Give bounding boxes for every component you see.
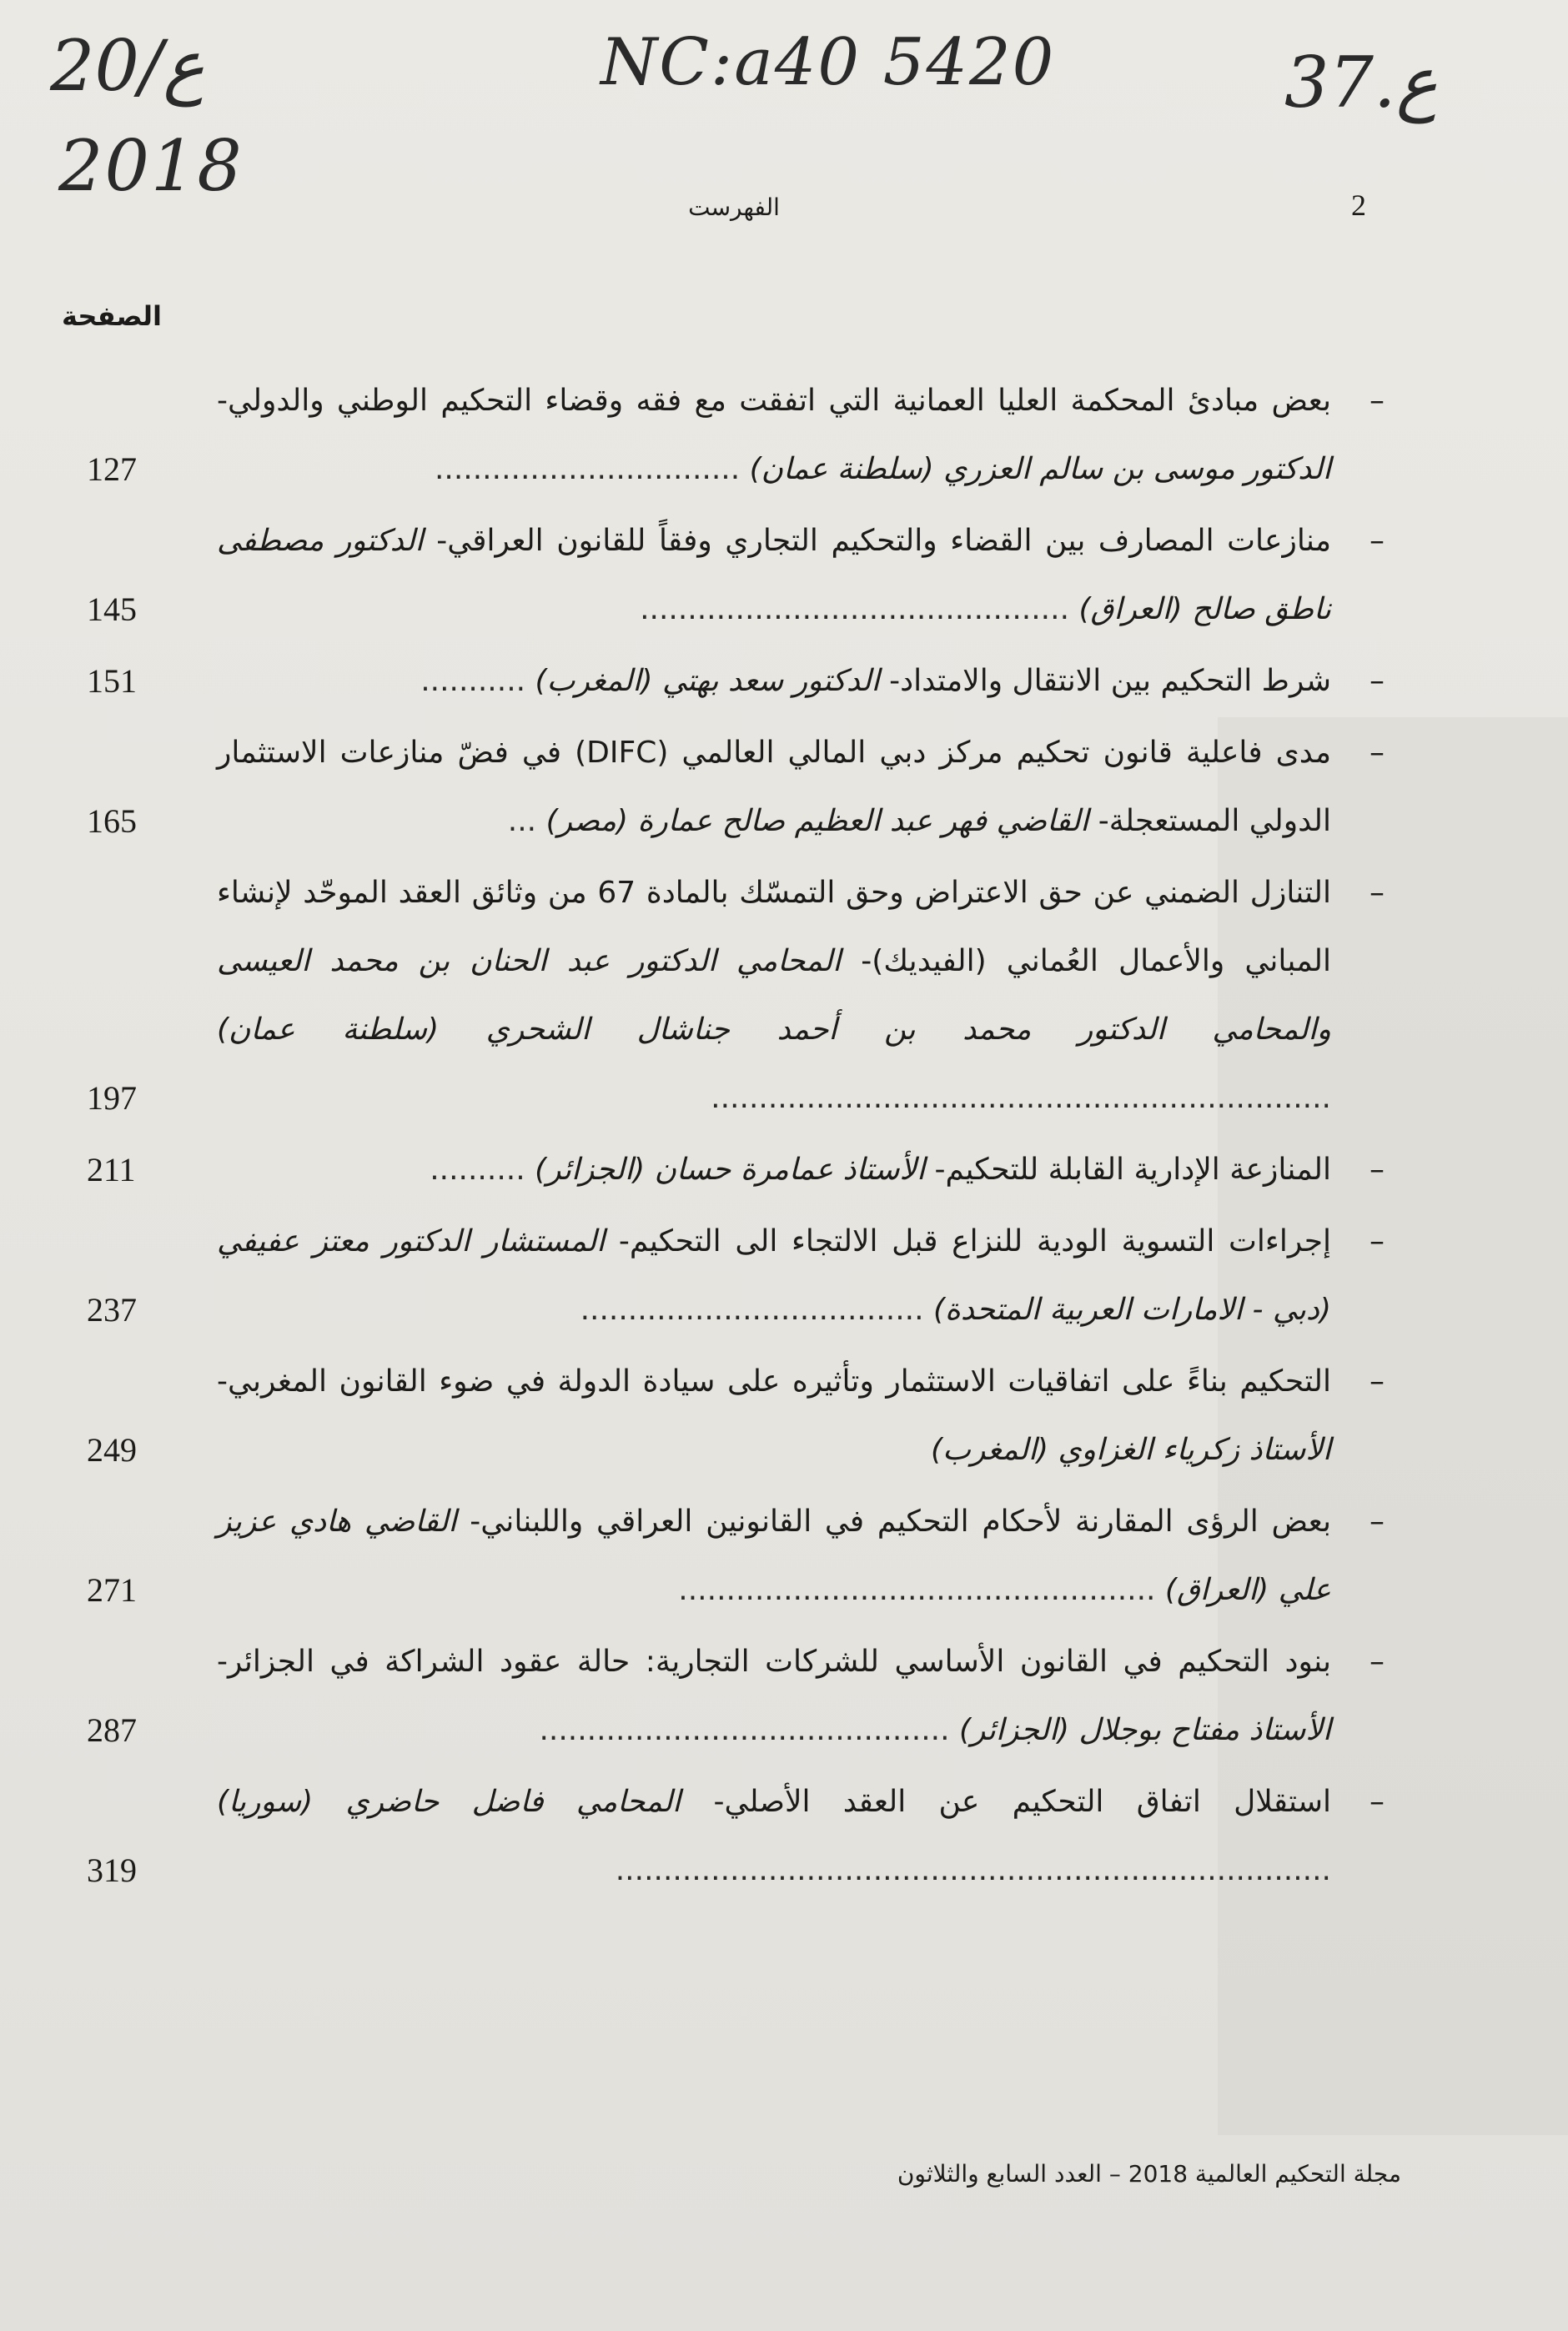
journal-footer: مجلة التحكيم العالمية 2018 – العدد السابع والثلاثون (897, 2160, 1401, 2188)
toc-leader-dots: ................................................................. (711, 1081, 1331, 1115)
toc-leader-dots: ................................ (434, 452, 741, 486)
toc-page-number: 197 (87, 1079, 137, 1117)
toc-entry-title: التنازل الضمني عن حق الاعتراض وحق التمسّك بالمادة 67 من وثائق العقد الموحّد لإنشاء المباني والأعمال العُماني (الفيديك)- (217, 876, 1332, 978)
toc-entry (83, 1208, 1385, 1344)
toc-leader-dots: ........... (420, 664, 526, 698)
toc-entry-author: الدكتور موسى بن سالم العزري (سلطنة عمان) (749, 452, 1331, 486)
toc-entry-author: المحامي الدكتور عبد الحنان بن محمد العيسى والمحامي الدكتور محمد بن أحمد جناشال الشحري (سلطنة عمان) (217, 944, 1331, 1047)
toc-page-number: 127 (87, 450, 137, 488)
toc-entry (83, 1348, 1385, 1485)
toc-entry-author: الدكتور مصطفى ناطق صالح (العراق) (217, 524, 1331, 626)
toc-leader-dots: .................................... (580, 1293, 924, 1327)
running-title: الفهرست (688, 193, 780, 221)
toc-entry-text (217, 1136, 1385, 1204)
toc-entry-text (217, 1768, 1385, 1905)
toc-entry-text (217, 1208, 1385, 1344)
toc-page-number: 237 (87, 1291, 137, 1329)
toc-entry (83, 1768, 1385, 1905)
toc-entry-text (217, 647, 1385, 716)
toc-entry-author: المحامي فاضل حاضري (سوريا) (217, 1785, 681, 1819)
toc-leader-dots: ........................................................................... (615, 1853, 1331, 1887)
toc-entry (83, 1488, 1385, 1625)
toc-entry-title: التحكيم بناءً على اتفاقيات الاستثمار وتأثيره على سيادة الدولة في ضوء القانون المغربي- (217, 1364, 1331, 1399)
toc-entry-title: منازعات المصارف بين القضاء والتحكيم التجاري وفقاً للقانون العراقي- (436, 524, 1332, 558)
toc-entry-text (217, 1628, 1385, 1765)
table-of-contents (83, 367, 1385, 1905)
toc-entry (83, 859, 1385, 1133)
toc-entry-author: الدكتور سعد بهتي (المغرب) (535, 664, 880, 698)
toc-entry-title: المنازعة الإدارية القابلة للتحكيم- (934, 1153, 1331, 1187)
toc-leader-dots: .......... (430, 1153, 525, 1187)
toc-entry-text (217, 859, 1385, 1133)
toc-page-number: 271 (87, 1571, 137, 1609)
toc-entry-title: بعض الرؤى المقارنة لأحكام التحكيم في القانونين العراقي واللبناني- (470, 1505, 1331, 1539)
toc-entry-author: القاضي فهر عبد العظيم صالح عمارة (مصر) (545, 804, 1089, 838)
handwritten-reference: ع/20 (50, 25, 205, 107)
toc-leader-dots: .................................................. (678, 1573, 1156, 1607)
toc-page-number: 211 (87, 1151, 136, 1188)
toc-entry (83, 367, 1385, 504)
toc-entry-author: القاضي هادي عزيز علي (العراق) (217, 1505, 1331, 1607)
toc-page-number: 287 (87, 1711, 137, 1749)
toc-entry-title: مدى فاعلية قانون تحكيم مركز دبي المالي العالمي (DIFC) في فضّ منازعات الاستثمار الدولي المستعجلة- (217, 736, 1331, 838)
toc-entry-title: استقلال اتفاق التحكيم عن العقد الأصلي- (713, 1785, 1331, 1819)
handwritten-shelf-mark: 37.ع (1284, 42, 1438, 123)
handwritten-year: 2018 (58, 125, 244, 207)
toc-leader-dots: ............................................. (640, 592, 1070, 626)
toc-entry (83, 647, 1385, 716)
toc-entry-title: شرط التحكيم بين الانتقال والامتداد- (889, 664, 1331, 698)
toc-entry-text (217, 1488, 1385, 1625)
page-column-heading: الصفحة (62, 300, 163, 332)
toc-entry-text (217, 367, 1385, 504)
page-number: 2 (1351, 188, 1366, 222)
toc-entry (83, 507, 1385, 644)
toc-page-number: 319 (87, 1851, 137, 1889)
toc-entry-author: المستشار الدكتور معتز عفيفي (دبي - الامارات العربية المتحدة) (217, 1224, 1331, 1327)
toc-entry-title: إجراءات التسوية الودية للنزاع قبل الالتجاء الى التحكيم- (618, 1224, 1331, 1258)
toc-entry (83, 1628, 1385, 1765)
toc-leader-dots: ........................................... (539, 1713, 950, 1747)
toc-entry-title: بعض مبادئ المحكمة العليا العمانية التي اتفقت مع فقه وقضاء التحكيم الوطني والدولي- (217, 384, 1331, 418)
toc-entry (83, 719, 1385, 856)
toc-entry-text (217, 719, 1385, 856)
toc-page-number: 249 (87, 1431, 137, 1469)
toc-entry-author: الأستاذ عمامرة حسان (الجزائر) (535, 1153, 926, 1187)
toc-leader-dots: ... (507, 804, 537, 838)
toc-page-number: 145 (87, 590, 137, 628)
toc-entry-title: بنود التحكيم في القانون الأساسي للشركات التجارية: حالة عقود الشراكة في الجزائر- (217, 1645, 1331, 1679)
toc-entry-author: الأستاذ مفتاح بوجلال (الجزائر) (958, 1713, 1331, 1747)
handwritten-call-number: NC:a40 5420 (601, 25, 1056, 100)
toc-page-number: 151 (87, 662, 137, 700)
toc-entry (83, 1136, 1385, 1204)
toc-entry-author: الأستاذ زكرياء الغزاوي (المغرب) (931, 1433, 1331, 1467)
toc-entry-text (217, 507, 1385, 644)
toc-page-number: 165 (87, 802, 137, 840)
toc-entry-text (217, 1348, 1385, 1485)
